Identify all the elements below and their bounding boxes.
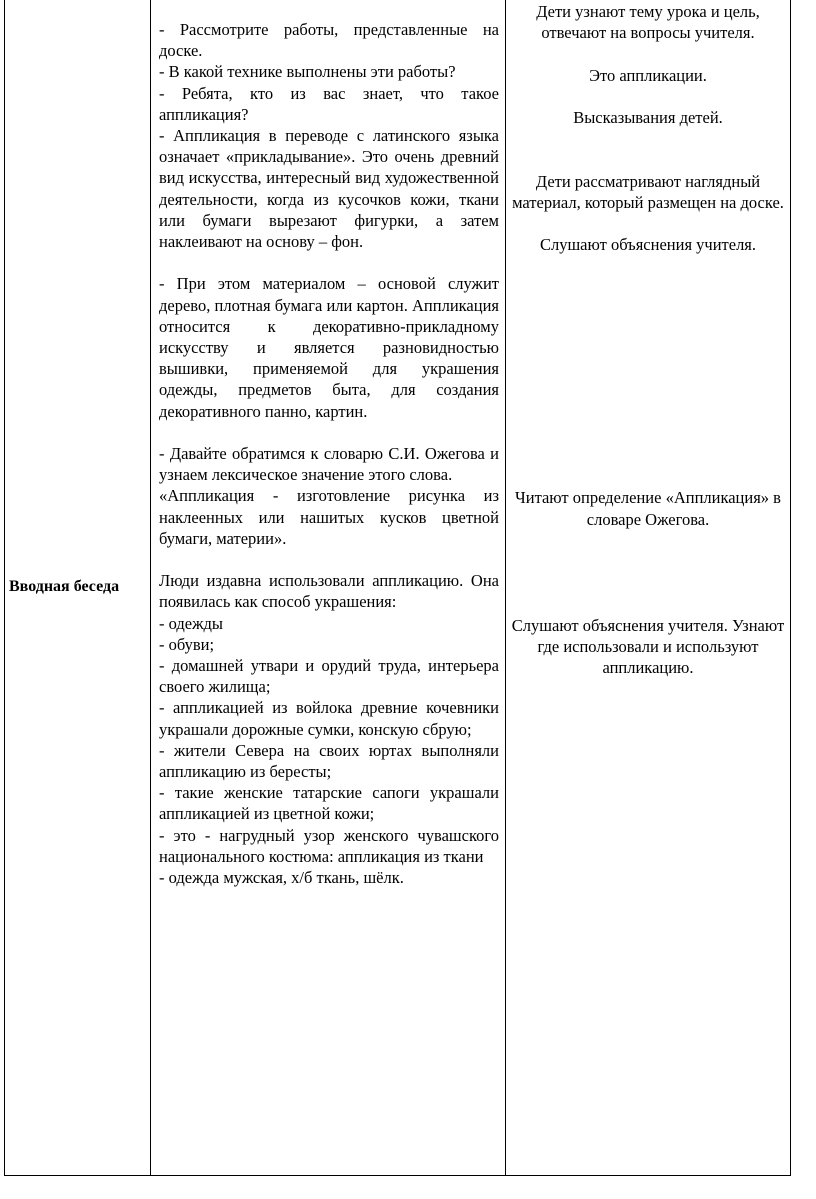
list-item: - жители Севера на своих юртах выполняли аппликацию из бересты; — [159, 740, 499, 782]
pupil-paragraph: Читают определение «Аппликация» в словаре Ожегова. — [515, 488, 781, 529]
pupil-paragraph: Слушают объяснения учителя. Узнают где использовали и используют аппликацию. — [511, 615, 785, 677]
teacher-paragraph: «Аппликация - изготовление рисунка из наклеенных или нашитых кусков цветной бумаги, материи». — [159, 486, 499, 548]
teacher-paragraph: - Ребята, кто из вас знает, что такое аппликация? — [159, 83, 499, 124]
list-item: - домашней утвари и орудий труда, интерьера своего жилища; — [159, 656, 499, 697]
list-item: - обуви; — [159, 634, 215, 654]
stage-cell — [5, 0, 151, 1176]
pupil-paragraph: Дети рассматривают наглядный материал, который размещен на доске. — [512, 171, 784, 212]
list-item: - аппликацией из войлока древние кочевники украшали дорожные сумки, конскую сбрую; — [159, 698, 499, 739]
teacher-paragraph: Люди издавна использовали аппликацию. Она появилась как способ украшения: — [159, 571, 499, 612]
teacher-paragraph: - Аппликация в переводе с латинского языка означает «прикладывание». Это очень древний вид искусства, интересный вид художественной деятельности, когда из кусочков кожи, ткани или бумаги вырезают фигурки, а затем наклеивают на основу – фон. — [159, 126, 499, 252]
teacher-paragraph: - При этом материалом – основой служит дерево, плотная бумага или картон. Аппликация относится к декоративно-прикладному искусству и является разновидностью вышивки, применяемой для украшения одежды, предметов быта, для создания декоративного панно, картин. — [159, 274, 499, 421]
teacher-activity-cell — [151, 0, 506, 1176]
pupil-paragraph: Дети узнают тему урока и цель, отвечают на вопросы учителя. — [536, 2, 760, 43]
pupil-paragraph: Это аппликации. — [589, 65, 707, 85]
lesson-table — [4, 0, 791, 1176]
list-item: - одежда мужская, х/б ткань, шёлк. — [159, 868, 404, 888]
teacher-paragraph: - В какой технике выполнены эти работы? — [159, 62, 456, 82]
list-item: - такие женские татарские сапоги украшали аппликацией из цветной кожи; — [159, 783, 499, 824]
pupil-paragraph: Высказывания детей. — [573, 107, 723, 127]
list-item: - одежды — [159, 613, 223, 633]
stage-title: Вводная беседа — [9, 578, 120, 595]
pupil-activity-cell — [506, 0, 791, 1176]
list-item: - это - нагрудный узор женского чувашского национального костюма: аппликация из ткани — [159, 825, 499, 866]
table-row — [5, 0, 791, 1176]
teacher-paragraph: - Давайте обратимся к словарю С.И. Ожегова и узнаем лексическое значение этого слова. — [159, 444, 499, 485]
pupil-paragraph: Слушают объяснения учителя. — [539, 235, 757, 255]
teacher-paragraph: - Рассмотрите работы, представленные на доске. — [159, 20, 499, 61]
